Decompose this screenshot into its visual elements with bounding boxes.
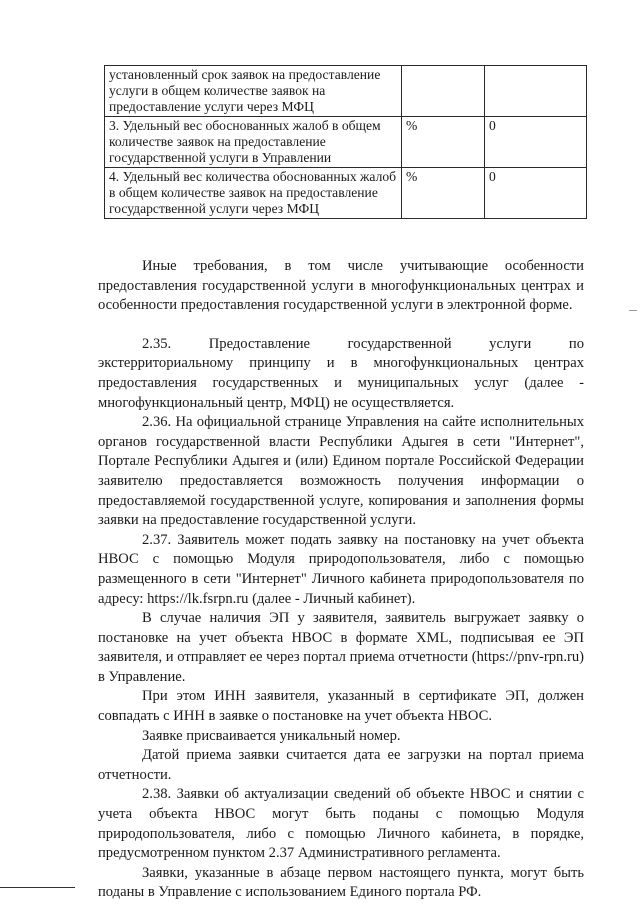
paragraph-2-36: 2.36. На официальной странице Управления на сайте исполнительных органов государственной власти Республики Адыгея в сети "Интернет", Портале Республики Адыгея и (или) Едином портале Российской Федерации заявителю предоставляется возможность получения информации о предоставляемой государственной услуге, копирования и заполнения формы заявки на предоставление государственной услуги. xyxy=(98,414,584,529)
value-cell: 0 xyxy=(485,168,587,219)
unit-cell xyxy=(402,66,485,117)
indicators-table xyxy=(104,65,587,219)
table-row xyxy=(105,168,587,219)
paragraph-2-37: 2.37. Заявитель может подать заявку на постановку на учет объекта НВОС с помощью Модуля природопользователя, либо с помощью размещенного в сети "Интернет" Личного кабинета природопользователя по адресу: https://lk.fsrpn.ru (далее - Личный кабинет). xyxy=(98,531,584,607)
paragraph-requirements: Иные требования, в том числе учитывающие особенности предоставления государственной услуги в многофункциональных центрах и особенности предоставления государственной услуги в электронной форме. xyxy=(98,258,584,314)
unit-cell: % xyxy=(402,168,485,219)
indicator-cell: 3. Удельный вес обоснованных жалоб в общем количестве заявок на предоставление государственной услуги в Управлении xyxy=(105,117,402,168)
table-row xyxy=(105,117,587,168)
value-cell: 0 xyxy=(485,117,587,168)
paragraph-inn: При этом ИНН заявителя, указанный в сертификате ЭП, должен совпадать с ИНН в заявке о постановке на учет объекта НВОС. xyxy=(98,688,584,725)
paragraph-receipt-date: Датой приема заявки считается дата ее загрузки на портал приема отчетности. xyxy=(98,747,584,783)
value-cell xyxy=(485,66,587,117)
indicator-cell: 4. Удельный вес количества обоснованных жалоб в общем количестве заявок на предоставление государственной услуги через МФЦ xyxy=(105,168,402,219)
paragraph-2-35: 2.35. Предоставление государственной услуги по экстерриториальному принципу и в многофункциональных центрах предоставления государственных и муниципальных услуг (далее - многофункциональный центр, МФЦ) не осуществляется. xyxy=(98,335,584,411)
paragraph-unified-portal: Заявки, указанные в абзаце первом настоящего пункта, могут быть поданы в Управление с использованием Единого портала РФ. xyxy=(98,864,584,901)
unit-cell: % xyxy=(402,117,485,168)
table-row xyxy=(105,66,587,117)
paragraph-2-38: 2.38. Заявки об актуализации сведений об объекте НВОС и снятии с учета объекта НВОС могут быть поданы с помощью Модуля природопользователя, либо с помощью Личного кабинета, в порядке, предусмотренном пунктом 2.37 Административного регламента. xyxy=(98,786,584,862)
scan-margin-mark xyxy=(629,310,637,311)
paragraph-ep-case: В случае наличия ЭП у заявителя, заявитель выгружает заявку о постановке на учет объекта НВОС в формате XML, подписывая ее ЭП заявителя, и отправляет ее через портал приема отчетности (https://pnv-rpn.ru) в Управление. xyxy=(98,610,585,685)
body-text xyxy=(98,257,584,903)
paragraph-unique-number: Заявке присваивается уникальный номер. xyxy=(142,727,401,744)
indicator-cell: установленный срок заявок на предоставление услуги в общем количестве заявок на предоставление услуги через МФЦ xyxy=(105,66,402,117)
footnote-separator xyxy=(0,887,75,888)
